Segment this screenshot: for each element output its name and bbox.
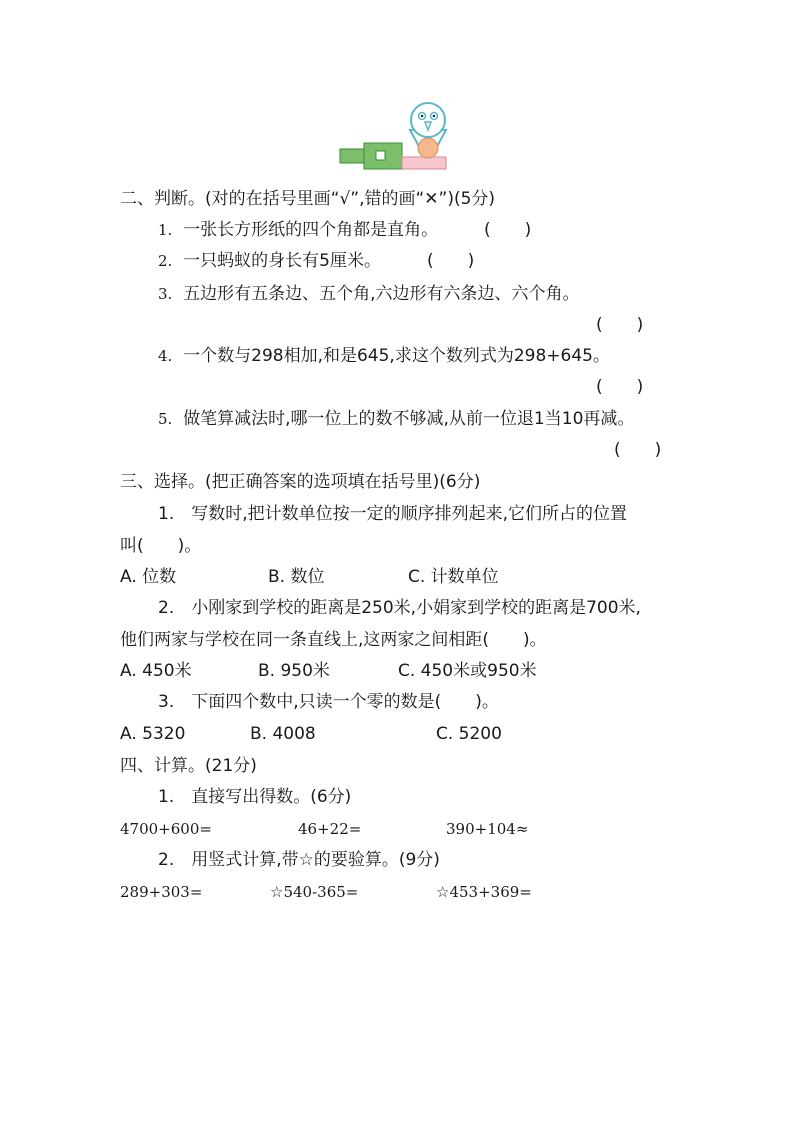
choice-q2-line1: 2. 小刚家到学校的距离是250米,小娟家到学校的距离是700米, <box>158 598 641 618</box>
judge-item-2: 2. 一只蚂蚁的身长有5厘米。 <box>158 251 381 271</box>
choice-q2-line2: 他们两家与学校在同一条直线上,这两家之间相距( )。 <box>120 630 547 650</box>
choice-q1-option-c[interactable]: C. 计数单位 <box>408 567 499 587</box>
answer-paren-1[interactable]: ( ) <box>484 220 532 240</box>
answer-paren-4[interactable]: ( ) <box>596 377 644 397</box>
judge-item-5: 5. 做笔算减法时,哪一位上的数不够减,从前一位退1当10再减。 <box>158 409 635 429</box>
judge-item-4: 4. 一个数与298相加,和是645,求这个数列式为298+645。 <box>158 346 610 366</box>
calc-q1-title: 1. 直接写出得数。(6分) <box>158 787 352 807</box>
judge-item-3: 3. 五边形有五条边、五个角,六边形有六条边、六个角。 <box>158 284 580 304</box>
choice-q3-option-c[interactable]: C. 5200 <box>436 724 502 744</box>
choice-q1-option-a[interactable]: A. 位数 <box>120 567 177 587</box>
owl-illustration <box>338 100 450 172</box>
calc-q2-expr-3: ☆453+369= <box>436 883 532 901</box>
answer-paren-3[interactable]: ( ) <box>596 315 644 335</box>
choice-q1-line2: 叫( )。 <box>120 536 202 556</box>
answer-paren-2[interactable]: ( ) <box>427 251 475 271</box>
choice-q3-option-b[interactable]: B. 4008 <box>250 724 316 744</box>
choice-q2-option-a[interactable]: A. 450米 <box>120 661 192 681</box>
judge-item-1: 1. 一张长方形纸的四个角都是直角。 <box>158 220 439 240</box>
choice-q3-line1: 3. 下面四个数中,只读一个零的数是( )。 <box>158 692 499 712</box>
choice-q2-option-c[interactable]: C. 450米或950米 <box>398 661 537 681</box>
calc-q2-expr-1: 289+303= <box>120 883 203 901</box>
section-4-title: 四、计算。(21分) <box>120 756 257 776</box>
choice-q1-option-b[interactable]: B. 数位 <box>268 567 325 587</box>
choice-q2-option-b[interactable]: B. 950米 <box>258 661 330 681</box>
calc-q1-expr-2: 46+22= <box>298 820 362 838</box>
answer-paren-5[interactable]: ( ) <box>614 440 662 460</box>
section-3-title: 三、选择。(把正确答案的选项填在括号里)(6分) <box>120 472 481 492</box>
section-2-title: 二、判断。(对的在括号里画“√”,错的画“✕”)(5分) <box>120 189 496 209</box>
calc-q1-expr-3: 390+104≈ <box>446 820 529 838</box>
calc-q2-title: 2. 用竖式计算,带☆的要验算。(9分) <box>158 850 440 870</box>
calc-q2-expr-2: ☆540-365= <box>270 883 359 901</box>
calc-q1-expr-1: 4700+600= <box>120 820 212 838</box>
choice-q1-line1: 1. 写数时,把计数单位按一定的顺序排列起来,它们所占的位置 <box>158 504 628 524</box>
choice-q3-option-a[interactable]: A. 5320 <box>120 724 186 744</box>
